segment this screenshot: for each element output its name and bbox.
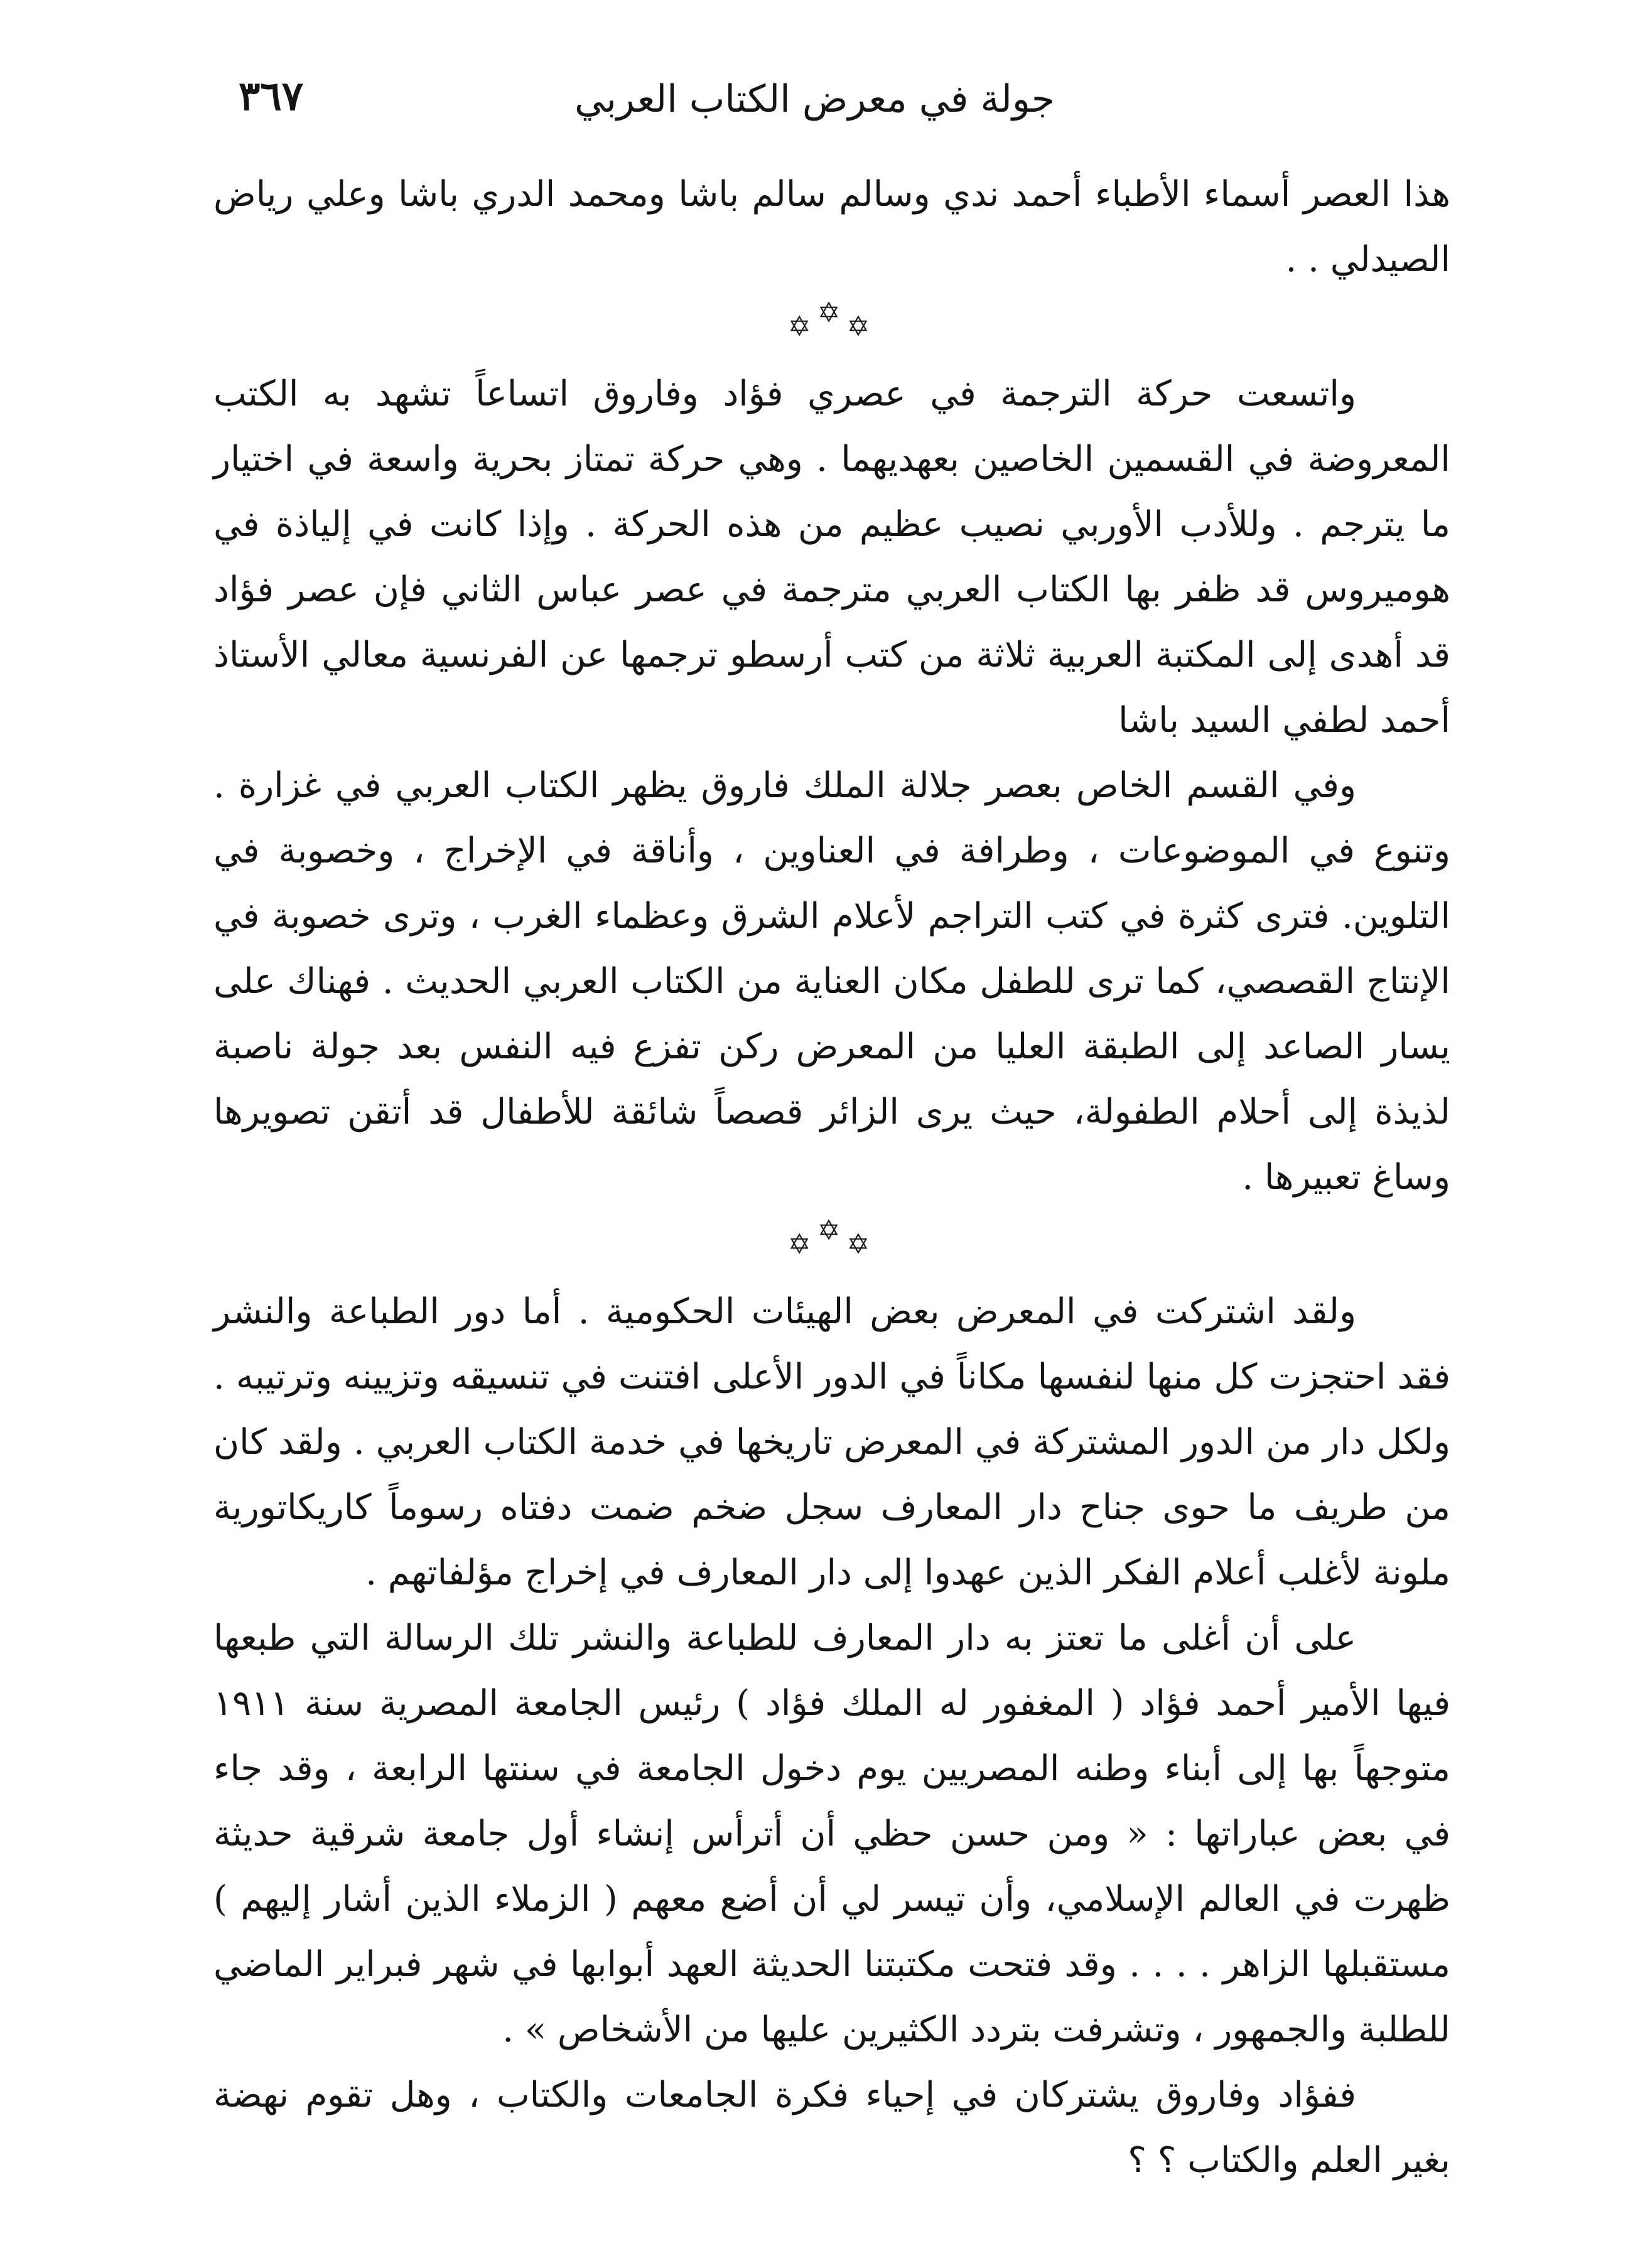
paragraph-physicians: هذا العصر أسماء الأطباء أحمد ندي وسالم سالم باشا ومحمد الدري باشا وعلي رياض الصيدلي . . — [213, 174, 1450, 280]
running-title: جولة في معرض الكتاب العربي — [574, 77, 1055, 121]
section-divider-1 — [213, 293, 1450, 362]
star-icon: ✡ — [787, 311, 817, 343]
body-text — [213, 162, 1450, 2193]
paragraph-dar-almaaref-letter: على أن أغلى ما تعتز به دار المعارف للطباعة والنشر تلك الرسالة التي طبعها فيها الأمير أحمد فؤاد ( المغفور له الملك فؤاد ) رئيس الجامعة المصرية سنة ١٩١١ متوجهاً بها إلى أبناء وطنه المصريين يوم دخول الجامعة في سنتها الرابعة ، وقد جاء في بعض عباراتها : « ومن حسن حظي أن أترأس إنشاء أول جامعة شرقية حديثة ظهرت في العالم الإسلامي، وأن تيسر لي أن أضع معهم ( الزملاء الذين أشار إليهم ) مستقبلها الزاهر . . . . وقد فتحت مكتبتنا الحديثة العهد أبوابها في شهر فبراير الماضي للطلبة والجمهور ، وتشرفت بتردد الكثيرين عليها من الأشخاص » . — [213, 1618, 1450, 2050]
paragraph-publishers: ولقد اشتركت في المعرض بعض الهيئات الحكومية . أما دور الطباعة والنشر فقد احتجزت كل منها لنفسها مكاناً في الدور الأعلى افتنت في تنسيقه وتزيينه وترتيبه . ولكل دار من الدور المشتركة في المعرض تاريخها في خدمة الكتاب العربي . ولقد كان من طريف ما حوى جناح دار المعارف سجل ضخم ضمت دفتاه رسوماً كاريكاتورية ملونة لأغلب أعلام الفكر الذين عهدوا إلى دار المعارف في إخراج مؤلفاتهم . — [213, 1291, 1450, 1593]
paragraph-farouk-era: وفي القسم الخاص بعصر جلالة الملك فاروق يظهر الكتاب العربي في غزارة . وتنوع في الموضوعات ، وطرافة في العناوين ، وأناقة في الإخراج ، وخصوبة في التلوين. فترى كثرة في كتب التراجم لأعلام الشرق وعظماء الغرب ، وترى خصوبة في الإنتاج القصصي، كما ترى للطفل مكان العناية من الكتاب العربي الحديث . فهناك على يسار الصاعد إلى الطبقة العليا من المعرض ركن تفزع فيه النفس بعد جولة ناصبة لذيذة إلى أحلام الطفولة، حيث يرى الزائر قصصاً شائقة للأطفال قد أتقن تصويرها وساغ تعبيرها . — [213, 765, 1451, 1198]
paragraph-conclusion: ففؤاد وفاروق يشتركان في إحياء فكرة الجامعات والكتاب ، وهل تقوم نهضة بغير العلم والكتاب ؟ ؟ — [213, 2075, 1450, 2181]
page-header — [213, 63, 1450, 138]
page-number: ٣٦٧ — [239, 73, 304, 120]
section-divider-2 — [213, 1210, 1450, 1279]
star-icon: ✡ — [787, 1228, 817, 1260]
star-icon: ✡ — [846, 1228, 876, 1260]
star-icon: ✡ — [846, 311, 876, 343]
star-icon: ✡ — [817, 297, 847, 329]
paragraph-translation: واتسعت حركة الترجمة في عصري فؤاد وفاروق اتساعاً تشهد به الكتب المعروضة في القسمين الخاصين بعهديهما . وهي حركة تمتاز بحرية واسعة في اختيار ما يترجم . وللأدب الأوربي نصيب عظيم من هذه الحركة . وإذا كانت في إلياذة في هوميروس قد ظفر بها الكتاب العربي مترجمة في عصر عباس الثاني فإن عصر فؤاد قد أهدى إلى المكتبة العربية ثلاثة من كتب أرسطو ترجمها عن الفرنسية معالي الأستاذ أحمد لطفي السيد باشا — [213, 374, 1450, 741]
star-icon: ✡ — [817, 1215, 847, 1247]
